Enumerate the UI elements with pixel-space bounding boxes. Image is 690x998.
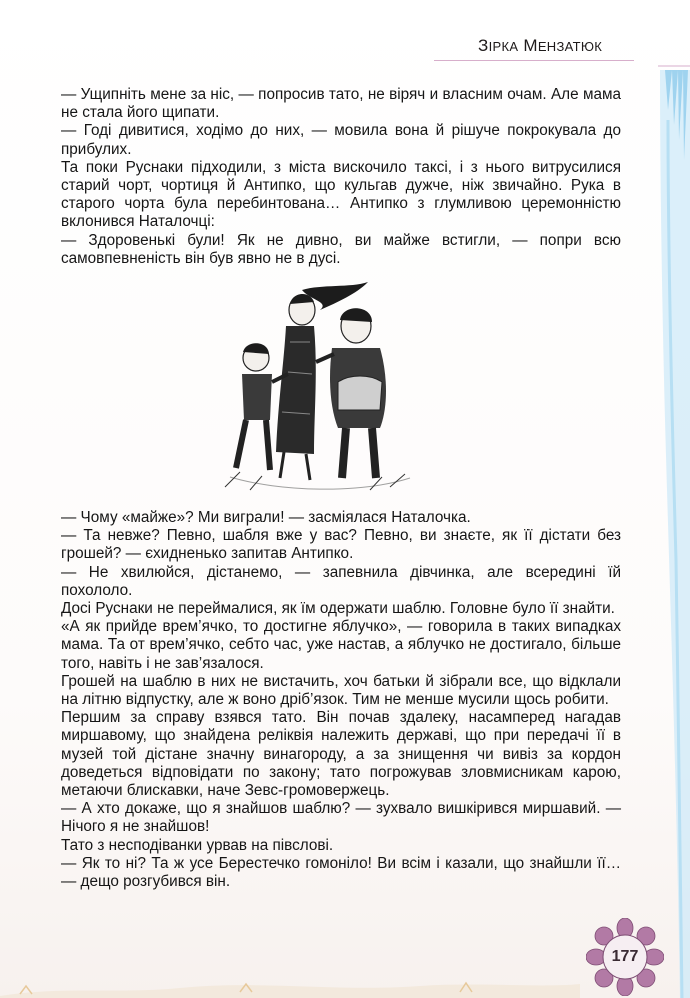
author-first-initial: З	[478, 36, 489, 55]
paragraph: — А хто докаже, що я знайшов шаблю? — зухвало вишкірився миршавий. — Нічого я не знайшов!	[61, 800, 621, 836]
paragraph: Грошей на шаблю в них не вистачить, хоч батьки й зібрали все, що відклали на літню відпустку, але ж воно дріб’язок. Тим не менше мусили щось робити.	[61, 672, 621, 709]
text-block-bottom	[61, 509, 621, 891]
paragraph: — Та невже? Певно, шабля вже у вас? Певно, ви знаєте, як її дістати без грошей? — єхидненько запитав Антипко.	[61, 527, 621, 563]
author-first-rest: ІРКА	[488, 39, 519, 54]
right-edge-decoration	[610, 0, 690, 998]
paragraph: — Не хвилюйся, дістанемо, — запевнила дівчинка, але всередині їй похололо.	[61, 563, 621, 599]
paragraph: — Здоровенькі були! Як не дивно, ви майже встигли, — попри всю самовпевненість він був явно не в дусі.	[61, 231, 621, 267]
paragraph: — Годі дивитися, ходімо до них, — мовила вона й рішуче покрокувала до прибулих.	[61, 122, 621, 158]
paragraph: Та поки Руснаки підходили, з міста вискочило таксі, і з нього витрусилися старий чорт, чортиця й Антипко, що кульгав дужче, ніж звичайно. Рука в старого чорта була перебинтована… Антипко з глумливою церемонністю вклонився Наталочці:	[61, 158, 621, 231]
paragraph: — Ущипніть мене за ніс, — попросив тато, не віряч и власним очам. Але мама не стала його щипати.	[61, 86, 621, 122]
page-number: 177	[611, 948, 639, 965]
paragraph: — Як то ні? Та ж усе Берестечко гомоніло! Ви всім і казали, що знайшли її… — дещо розгубився він.	[61, 854, 621, 891]
paragraph: Першим за справу взявся тато. Він почав здалеку, насамперед нагадав миршавому, що знайдена реліквія належить державі, що при передачі її в музей той дістане значну винагороду, а за знищення чи вивіз за кордон доведеться відповідати по закону; тато погрожував зловмисникам карою, метаючи блискавки, наче Зевс-громовержець.	[61, 709, 621, 800]
paragraph: Досі Руснаки не переймалися, як їм одержати шаблю. Головне було її знайти.	[61, 600, 615, 618]
text-block-top	[61, 86, 621, 268]
running-header-author	[478, 36, 602, 56]
header-rule	[434, 60, 634, 61]
author-last-initial: М	[523, 36, 538, 55]
author-last-rest: ЕНЗАТЮК	[537, 39, 603, 54]
bottom-decoration	[0, 974, 580, 998]
paragraph: — Чому «майже»? Ми виграли! — засміялася Наталочка.	[61, 509, 471, 526]
paragraph: «А як прийде врем’ячко, то достигне яблучко», — говорила в таких випадках мама. Та от врем’ячко, себто час, уже настав, а яблучко не достигало, більше того, навіть і не зав’язалося.	[61, 618, 621, 672]
illustration-family-walking	[210, 282, 420, 500]
paragraph: Тато з несподіванки урвав на півслові.	[61, 836, 334, 854]
page-number-flower	[586, 918, 664, 996]
